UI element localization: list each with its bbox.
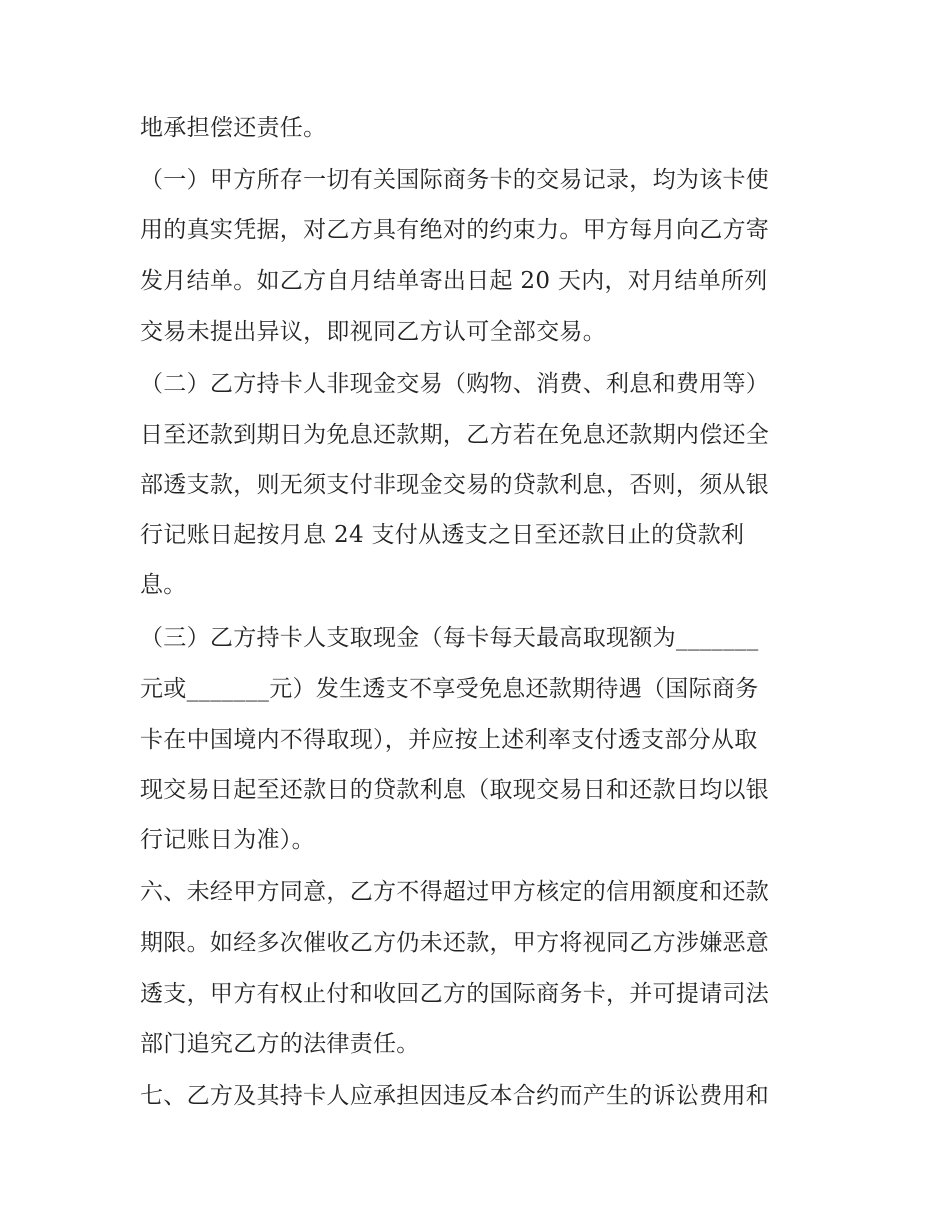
text-line: 元或_______元）发生透支不享受免息还款期待遇（国际商务: [140, 676, 759, 702]
text-line: 透支，甲方有权止付和收回乙方的国际商务卡，并可提请司法: [140, 981, 770, 1007]
text-line: 部门追究乙方的法律责任。: [140, 1031, 420, 1057]
text-line: （三）乙方持卡人支取现金（每卡每天最高取现额为_______: [140, 625, 759, 651]
text-line: 行记账日起按月息 24 支付从透支之日至还款日止的贷款利: [140, 522, 745, 548]
text-line: 七、乙方及其持卡人应承担因违反本合约而产生的诉讼费用和: [140, 1083, 770, 1109]
text-line: 日至还款到期日为免息还款期，乙方若在免息还款期内偿还全: [140, 422, 770, 448]
text-line: （一）甲方所存一切有关国际商务卡的交易记录，均为该卡使: [140, 167, 770, 193]
text-line: 卡在中国境内不得取现），并应按上述利率支付透支部分从取: [140, 727, 758, 753]
text-line: 地承担偿还责任。: [140, 115, 327, 141]
text-line: 期限。如经多次催收乙方仍未还款，甲方将视同乙方涉嫌恶意: [140, 930, 770, 956]
text-line: 行记账日为准）。: [140, 827, 315, 853]
text-line: 发月结单。如乙方自月结单寄出日起 20 天内，对月结单所列: [140, 268, 768, 294]
text-line: 息。: [140, 572, 187, 598]
text-line: 现交易日起至还款日的贷款利息（取现交易日和还款日均以银: [140, 777, 770, 803]
text-line: 交易未提出异议，即视同乙方认可全部交易。: [140, 319, 606, 345]
text-line: 用的真实凭据，对乙方具有绝对的约束力。甲方每月向乙方寄: [140, 217, 770, 243]
text-line: （二）乙方持卡人非现金交易（购物、消费、利息和费用等）: [140, 371, 770, 397]
text-line: 部透支款，则无须支付非现金交易的贷款利息，否则，须从银: [140, 472, 770, 498]
text-line: 六、未经甲方同意，乙方不得超过甲方核定的信用额度和还款: [140, 879, 770, 905]
